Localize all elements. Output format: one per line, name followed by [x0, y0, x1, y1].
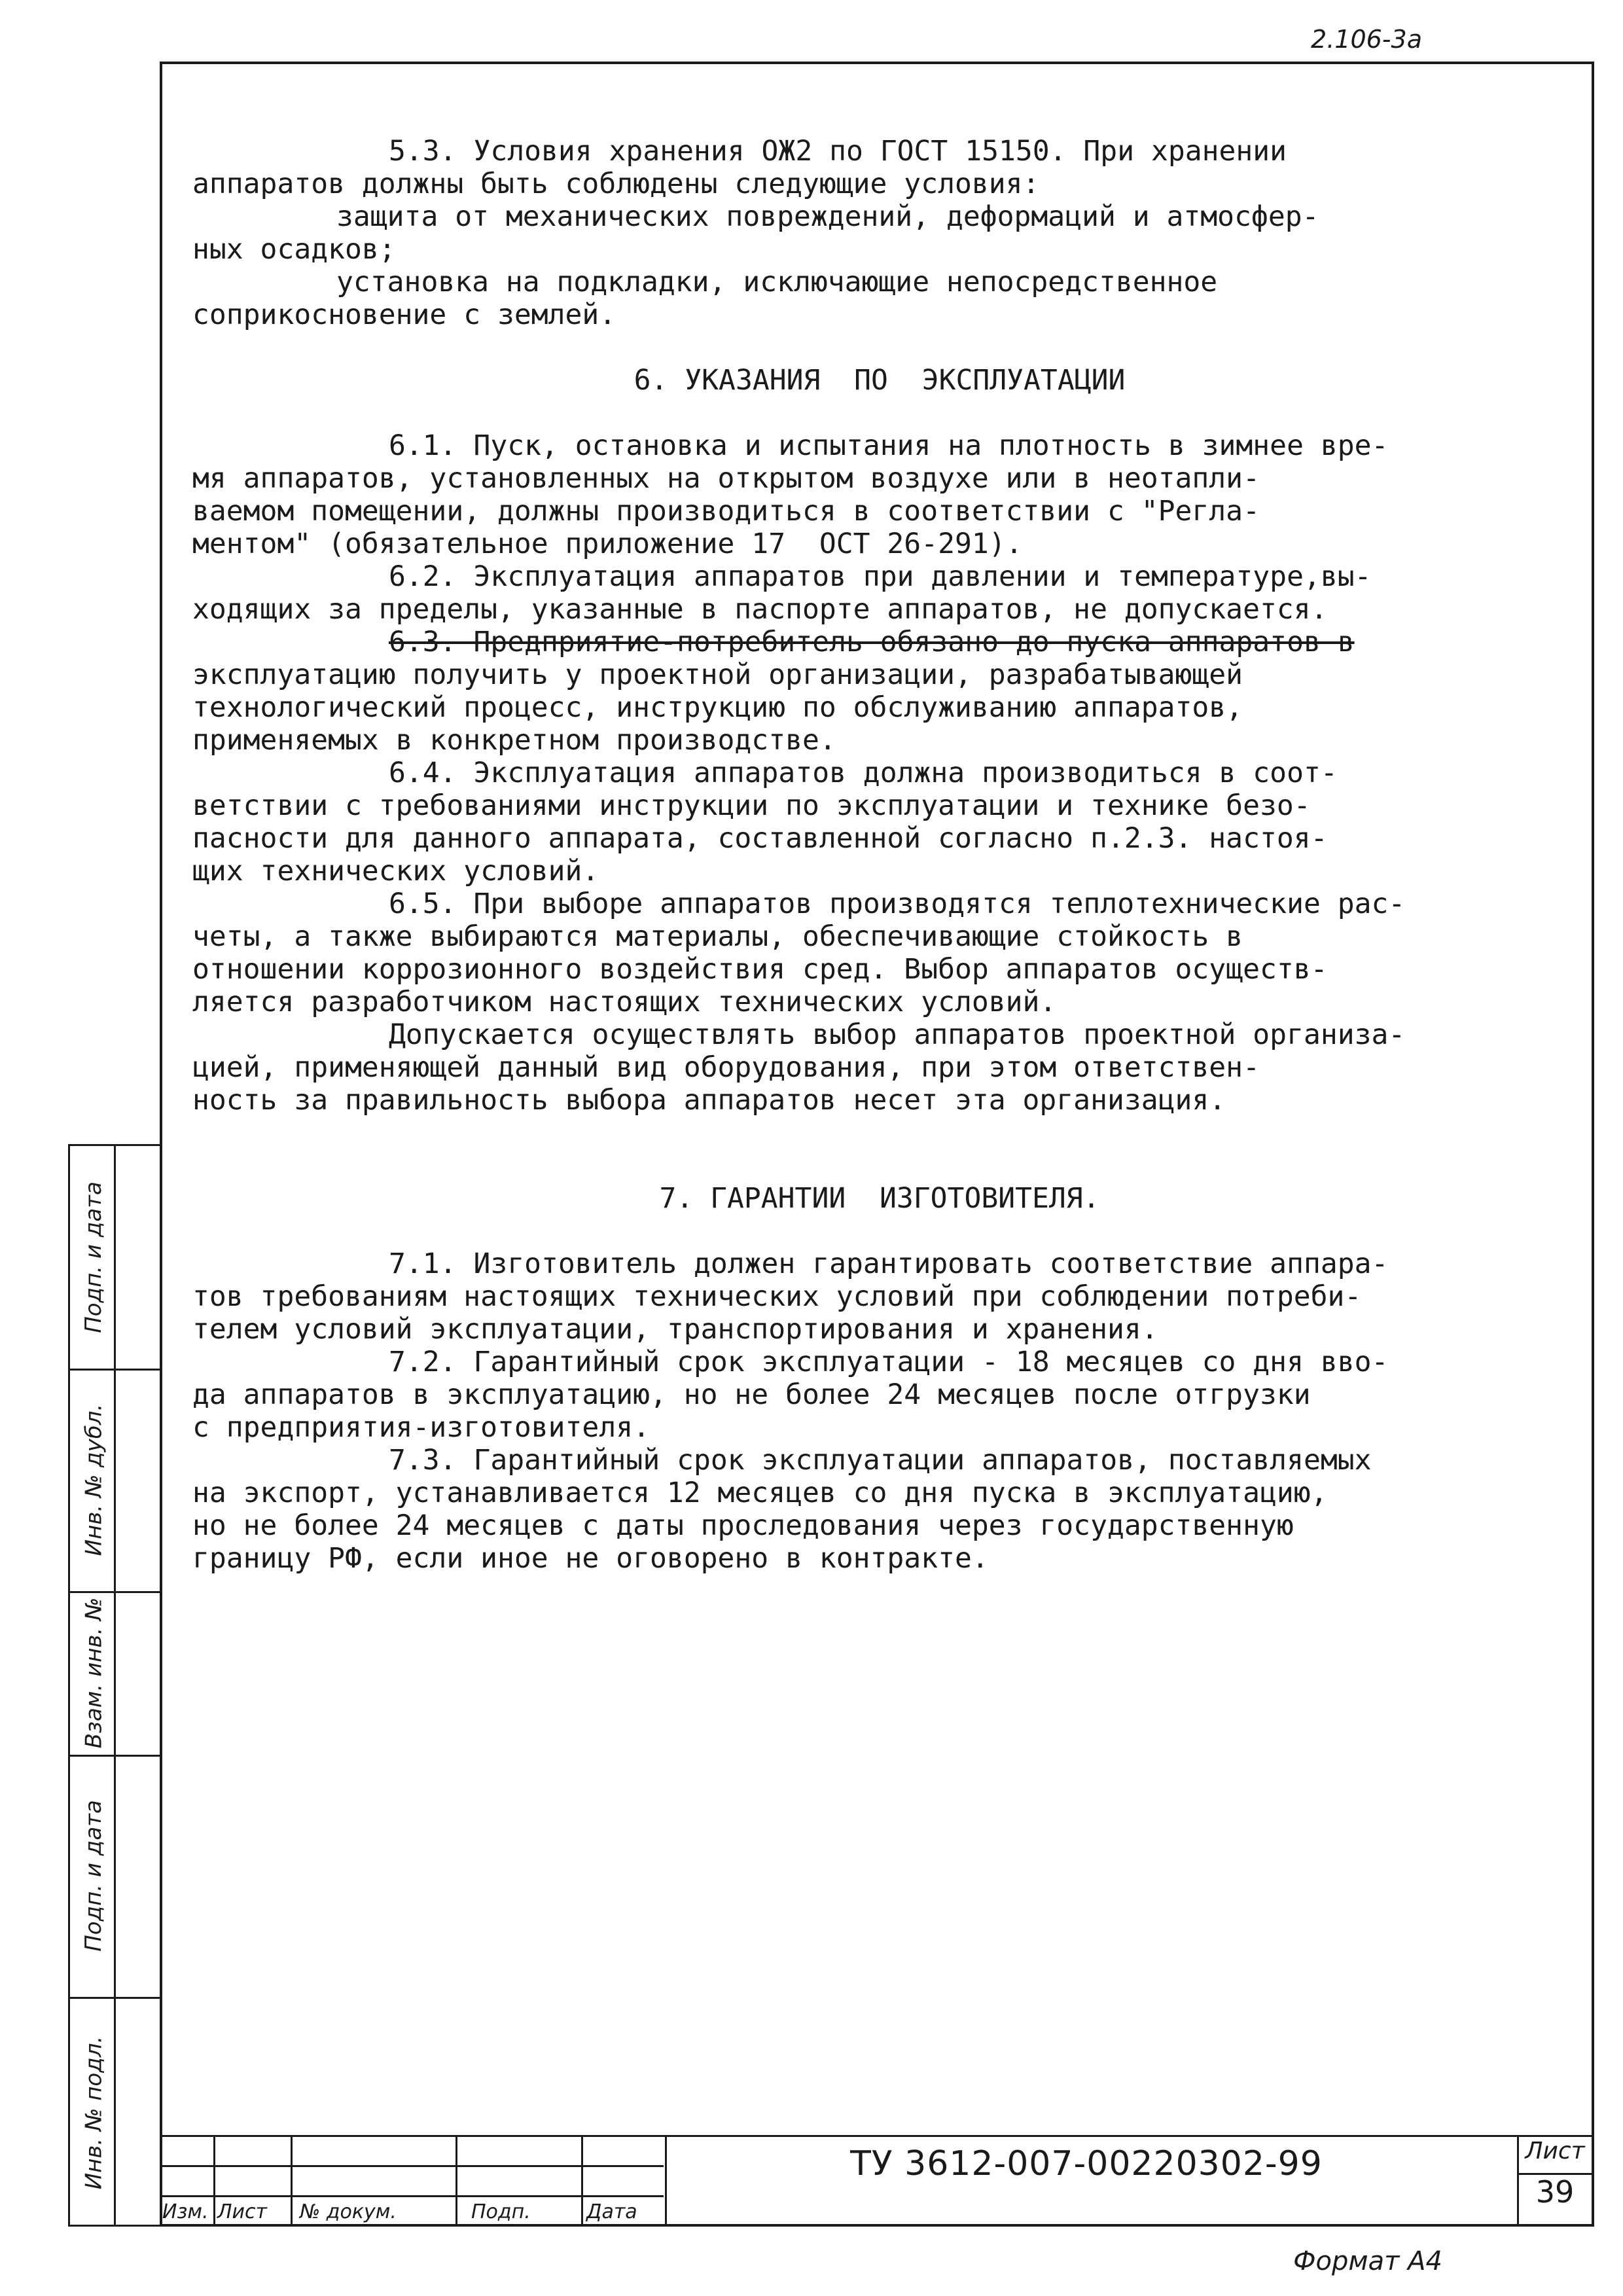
text-line: соприкосновение с землей. [192, 298, 616, 331]
text-line: ментом" (обязательное приложение 17 ОСТ 26-291). [192, 528, 1023, 560]
title-block-row-line [160, 2165, 664, 2167]
blank-line [192, 397, 1564, 429]
text-line: 6.4. Эксплуатация аппаратов должна производиться в соот- [389, 757, 1338, 789]
text-line: ляется разработчиком настоящих технических условий. [192, 986, 1057, 1018]
blank-line [192, 1149, 1564, 1182]
format-note: Формат А4 [1293, 2246, 1442, 2276]
text-line: 7.3. Гарантийный срок эксплуатации аппаратов, поставляемых [389, 1444, 1372, 1477]
section-heading: 7. ГАРАНТИИ ИЗГОТОВИТЕЛЯ. [659, 1182, 1100, 1215]
section-heading: 6. УКАЗАНИЯ ПО ЭКСПЛУАТАЦИИ [633, 364, 1126, 397]
text-line: 6.1. Пуск, остановка и испытания на плотность в зимнее вре- [389, 429, 1389, 462]
text-line: отношении коррозионного воздействия сред. Выбор аппаратов осуществ- [192, 953, 1328, 986]
side-label-sign-date-2: Подп. и дата [80, 1800, 107, 1952]
text-line: защита от механических повреждений, деформаций и атмосфер- [336, 200, 1319, 233]
text-line: 6.2. Эксплуатация аппаратов при давлении и температуре,вы- [389, 560, 1372, 593]
blank-line [192, 1117, 1564, 1149]
text-line: 7.2. Гарантийный срок эксплуатации - 18 месяцев со дня вво- [389, 1346, 1389, 1378]
text-line: 7.1. Изготовитель должен гарантировать соответствие аппара- [389, 1247, 1389, 1280]
text-line: ных осадков; [192, 233, 396, 266]
title-block-col-line [581, 2135, 583, 2227]
col-label-date: Дата [586, 2200, 637, 2223]
text-line: четы, а также выбираются материалы, обеспечивающие стойкость в [192, 920, 1243, 953]
text-line: с предприятия-изготовителя. [192, 1411, 650, 1444]
blank-line [192, 1215, 1564, 1247]
col-label-signature: Подп. [471, 2200, 531, 2223]
side-label-sign-date-1: Подп. и дата [80, 1181, 107, 1333]
text-line: технологический процесс, инструкцию по обслуживанию аппаратов, [192, 691, 1243, 724]
title-block-col-line [291, 2135, 293, 2227]
text-line: ваемом помещении, должны производиться в соответствии с "Регла- [192, 495, 1260, 528]
text-line: установка на подкладки, исключающие непосредственное [336, 266, 1218, 298]
document-body [192, 135, 1564, 1575]
text-line: да аппаратов в эксплуатацию, но не более 24 месяцев после отгрузки [192, 1378, 1311, 1411]
text-line: тов требованиям настоящих технических условий при соблюдении потреби- [192, 1280, 1362, 1313]
col-label-doc-no: № докум. [300, 2200, 397, 2223]
side-label-replace-inv: Взам. инв. № [80, 1597, 107, 1749]
col-label-sheet: Лист [217, 2200, 268, 2223]
title-block-col-line [213, 2135, 215, 2227]
text-line: границу РФ, если иное не оговорено в контракте. [192, 1542, 989, 1575]
text-line: аппаратов должны быть соблюдены следующие условия: [192, 168, 1040, 200]
text-line: цией, применяющей данный вид оборудования, при этом ответствен- [192, 1051, 1260, 1084]
text-line: ветствии с требованиями инструкции по эксплуатации и технике безо- [192, 789, 1311, 822]
document-designation: ТУ 3612-007-00220302-99 [850, 2144, 1323, 2183]
side-label-orig-inv: Инв. № подл. [80, 2036, 107, 2190]
text-line: телем условий эксплуатации, транспортирования и хранения. [192, 1313, 1158, 1346]
title-block-col-line [455, 2135, 457, 2227]
archive-number-note: 2.106-3а [1311, 25, 1422, 54]
text-line: на экспорт, устанавливается 12 месяцев со дня пуска в эксплуатацию, [192, 1477, 1328, 1509]
text-line: пасности для данного аппарата, составленной согласно п.2.3. настоя- [192, 822, 1328, 855]
title-block-row-line [160, 2195, 664, 2197]
text-line: ность за правильность выбора аппаратов несет эта организация. [192, 1084, 1226, 1117]
blank-line [192, 331, 1564, 364]
title-block-top-line [160, 2135, 1594, 2137]
sheet-label: Лист [1525, 2138, 1585, 2164]
text-line: но не более 24 месяцев с даты проследования через государственную [192, 1509, 1294, 1542]
text-line: щих технических условий. [192, 855, 599, 888]
text-line: Допускается осуществлять выбор аппаратов проектной организа- [389, 1018, 1406, 1051]
side-label-dup-inv: Инв. № дубл. [80, 1403, 107, 1556]
text-line: ходящих за пределы, указанные в паспорте аппаратов, не допускается. [192, 593, 1328, 626]
text-line: мя аппаратов, установленных на открытом воздухе или в неотапли- [192, 462, 1260, 495]
text-line: 5.3. Условия хранения ОЖ2 по ГОСТ 15150. При хранении [389, 135, 1287, 168]
text-line: применяемых в конкретном производстве. [192, 724, 836, 757]
sheet-number: 39 [1535, 2174, 1575, 2210]
side-stamp-strip [68, 1144, 160, 2227]
text-line: эксплуатацию получить у проектной организации, разрабатывающей [192, 658, 1243, 691]
text-line: 6.5. При выборе аппаратов производятся теплотехнические рас- [389, 888, 1406, 920]
text-line: 6.3. Предприятие-потребитель обязано до пуска аппаратов в [389, 626, 1355, 658]
col-label-change: Изм. [162, 2200, 209, 2223]
